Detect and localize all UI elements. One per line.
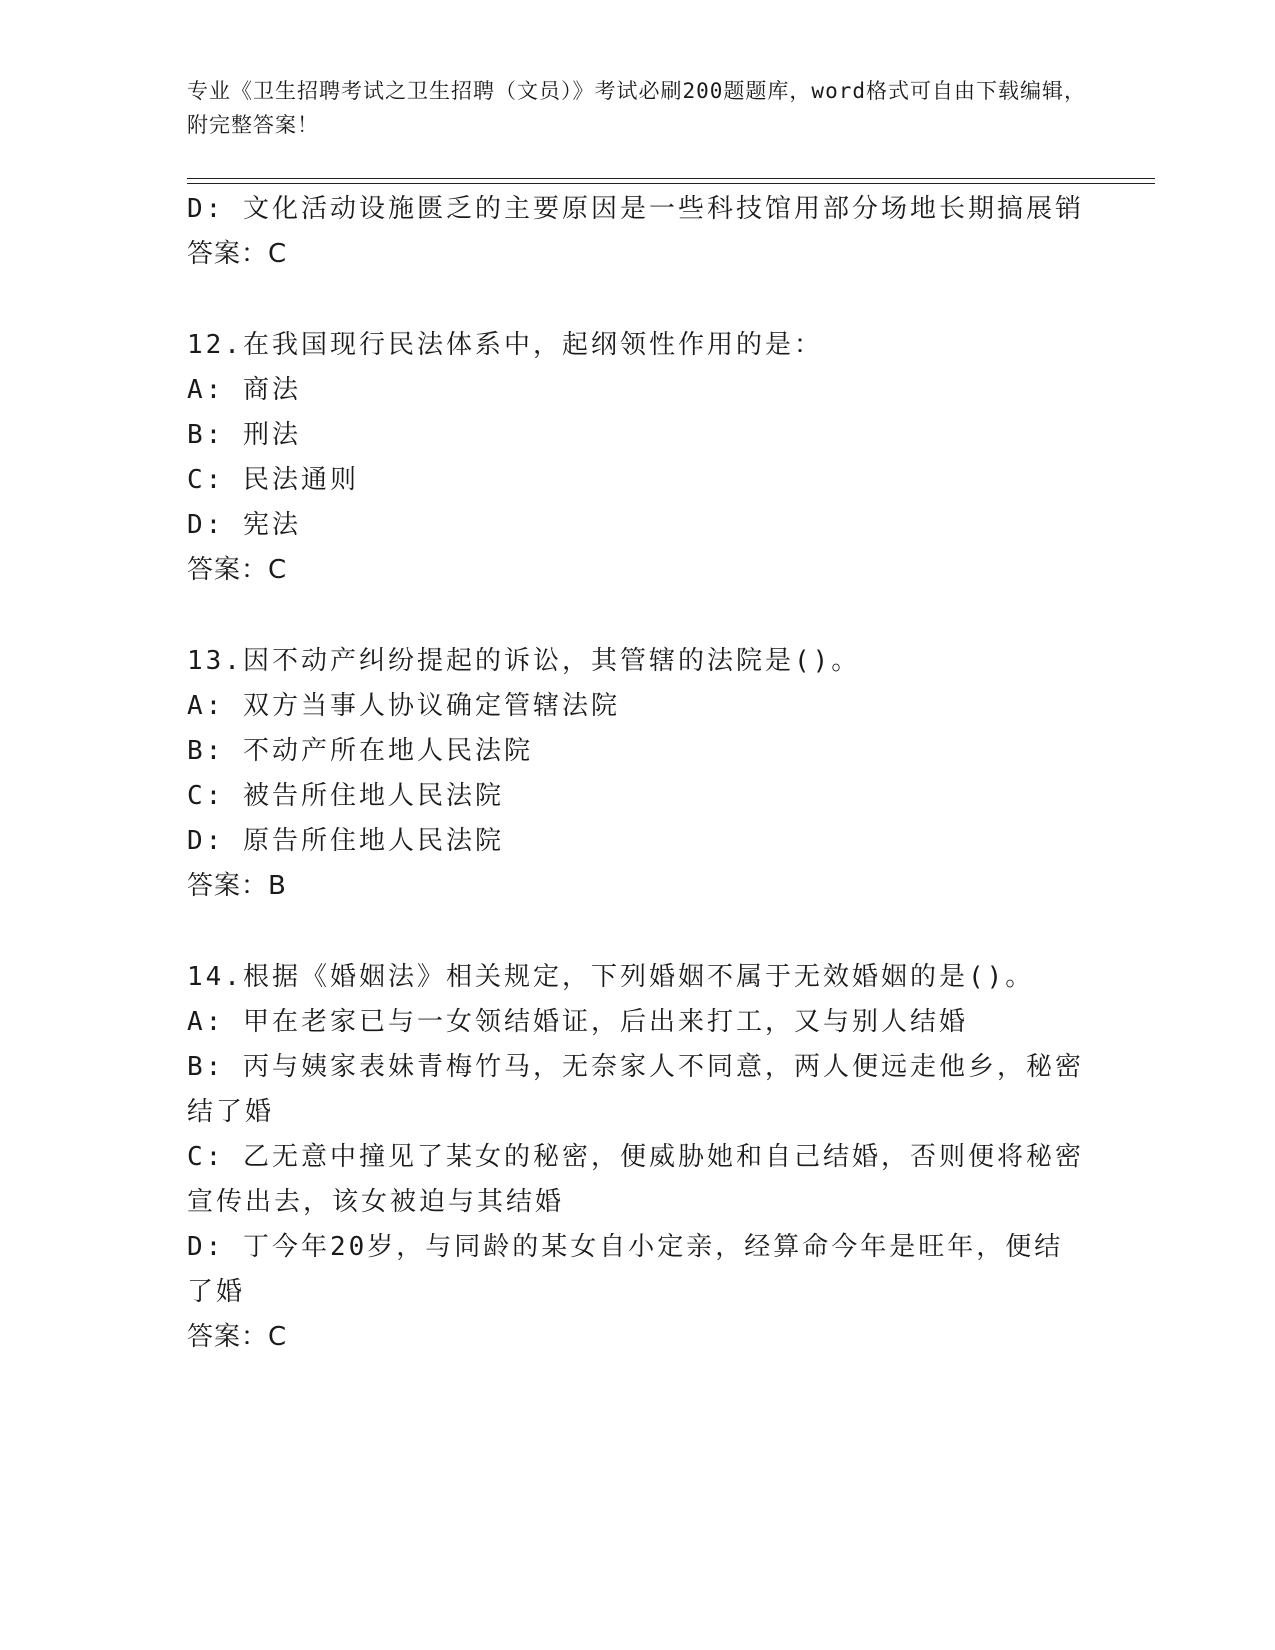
question-14 — [187, 955, 1087, 1360]
option-b: B: 刑法 — [187, 420, 301, 450]
option-a: A: 双方当事人协议确定管辖法院 — [187, 691, 620, 721]
header-rule-bottom — [187, 183, 1155, 184]
answer: 答案：B — [187, 871, 287, 901]
question-content — [187, 187, 1087, 1360]
option-d: D: 原告所住地人民法院 — [187, 826, 504, 856]
option-d-line-1: D: 丁今年20岁，与同龄的某女自小定亲，经算命今年是旺年，便结 — [187, 1232, 1064, 1262]
question-stem: 12.在我国现行民法体系中，起纲领性作用的是： — [187, 330, 823, 360]
option-c-line-2: 宣传出去，该女被迫与其结婚 — [187, 1187, 565, 1217]
spacer — [187, 593, 1087, 639]
prev-answer: 答案：C — [187, 239, 288, 269]
option-d-line-2: 了婚 — [187, 1277, 246, 1307]
option-b: B: 不动产所在地人民法院 — [187, 736, 533, 766]
spacer — [187, 909, 1087, 955]
question-stem: 14.根据《婚姻法》相关规定，下列婚姻不属于无效婚姻的是()。 — [187, 962, 1035, 992]
answer: 答案：C — [187, 555, 288, 585]
spacer — [187, 277, 1087, 323]
question-13 — [187, 639, 1087, 909]
option-c: C: 民法通则 — [187, 465, 359, 495]
question-stem: 13.因不动产纠纷提起的诉讼，其管辖的法院是()。 — [187, 646, 861, 676]
option-b-line-2: 结了婚 — [187, 1097, 275, 1127]
answer: 答案：C — [187, 1322, 288, 1352]
option-b-line-1: B: 丙与姨家表妹青梅竹马，无奈家人不同意，两人便远走他乡，秘密 — [187, 1052, 1084, 1082]
document-header: 专业《卫生招聘考试之卫生招聘（文员）》考试必刷200题题库，word格式可自由下载编辑，附完整答案！ — [187, 79, 1086, 137]
option-d: D: 宪法 — [187, 510, 301, 540]
option-c: C: 被告所住地人民法院 — [187, 781, 504, 811]
header-rule-top — [187, 178, 1155, 179]
option-a: A: 商法 — [187, 375, 301, 405]
option-a: A: 甲在老家已与一女领结婚证，后出来打工，又与别人结婚 — [187, 1007, 968, 1037]
prev-option-d: D: 文化活动设施匮乏的主要原因是一些科技馆用部分场地长期搞展销 — [187, 194, 1084, 224]
option-c-line-1: C: 乙无意中撞见了某女的秘密，便威胁她和自己结婚，否则便将秘密 — [187, 1142, 1084, 1172]
question-12 — [187, 323, 1087, 593]
